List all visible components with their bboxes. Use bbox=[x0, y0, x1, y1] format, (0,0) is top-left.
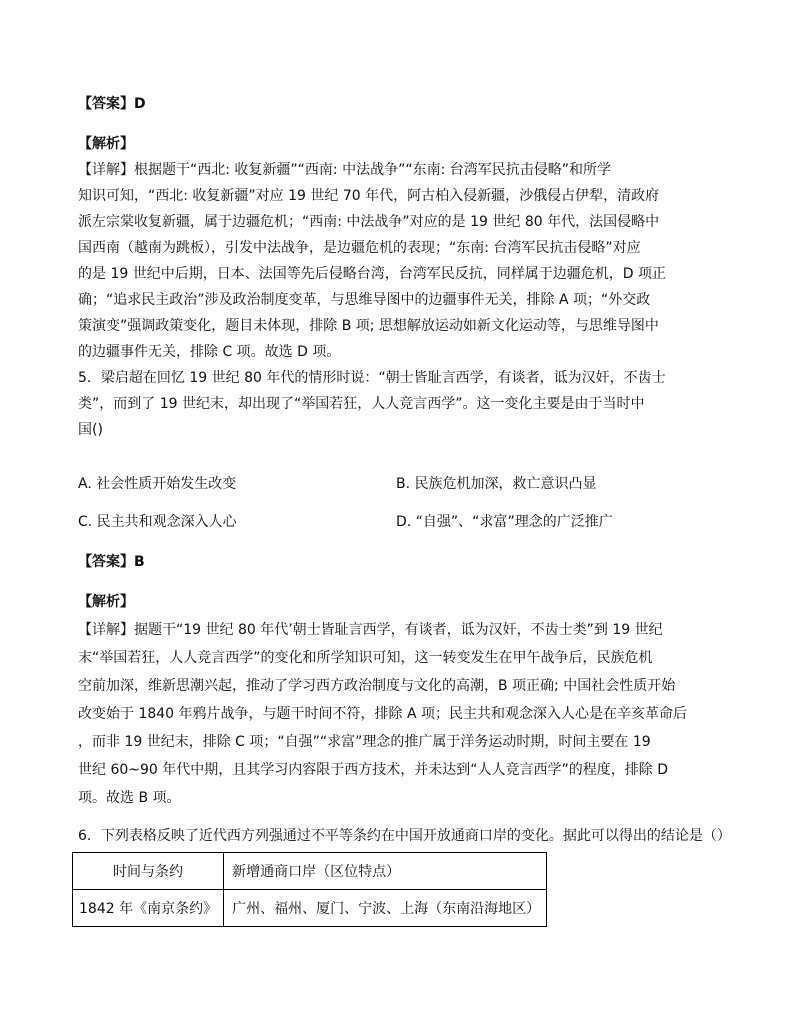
table-cell: 1842 年《南京条约》 bbox=[73, 890, 224, 927]
question-stem: 类”，而到了 19 世纪末，却出现了“举国若狂，人人竞言西学”。这一变化主要是由于当时中 bbox=[78, 396, 645, 412]
analysis-label: 【解析】 bbox=[78, 594, 134, 610]
question-stem: 5．梁启超在回忆 19 世纪 80 年代的情形时说：“朝士皆耻言西学，有谈者，诋为汉奸，不齿士 bbox=[78, 370, 666, 386]
analysis-line: 世纪 60~90 年代中期，且其学习内容限于西方技术，并未达到“人人竞言西学”的程度，排除 D bbox=[78, 762, 668, 778]
table-header-cell: 时间与条约 bbox=[73, 853, 224, 890]
table-cell: 广州、福州、厦门、宁波、上海（东南沿海地区） bbox=[224, 890, 547, 927]
analysis-line: 派左宗棠收复新疆，属于边疆危机；“西南: 中法战争”对应的是 19 世纪 80 年代，法国侵略中 bbox=[78, 214, 660, 230]
analysis-line: 知识可知，“西北: 收复新疆”对应 19 世纪 70 年代，阿古柏入侵新疆，沙俄侵占伊犁，清政府 bbox=[78, 188, 660, 204]
analysis-line: 改变始于 1840 年鸦片战争，与题干时间不符，排除 A 项；民主共和观念深入人心是在辛亥革命后 bbox=[78, 706, 688, 722]
option-c: C. 民主共和观念深入人心 bbox=[78, 514, 237, 530]
analysis-line: 【详解】据题干“19 世纪 80 年代’朝士皆耻言西学，有谈者，诋为汉奸，不齿士类”到 19 世纪 bbox=[78, 622, 663, 638]
table-header-cell: 新增通商口岸（区位特点） bbox=[224, 853, 547, 890]
option-b: B. 民族危机加深，救亡意识凸显 bbox=[396, 476, 597, 492]
option-a: A. 社会性质开始发生改变 bbox=[78, 476, 237, 492]
analysis-line: 的是 19 世纪中后期，日本、法国等先后侵略台湾，台湾军民反抗，同样属于边疆危机，D 项正 bbox=[78, 266, 666, 282]
answer-label: 【答案】B bbox=[78, 554, 145, 570]
option-d: D. “自强”、“求富”理念的广泛推广 bbox=[396, 514, 613, 530]
analysis-line: 的边疆事件无关，排除 C 项。故选 D 项。 bbox=[78, 344, 341, 360]
analysis-line: ，而非 19 世纪末，排除 C 项；“自强”“求富”理念的推广属于洋务运动时期，时间主要在 19 bbox=[78, 734, 651, 750]
question-stem: 6．下列表格反映了近代西方列强通过不平等条约在中国开放通商口岸的变化。据此可以得出的结论是（） bbox=[78, 828, 731, 844]
analysis-label: 【解析】 bbox=[78, 136, 134, 152]
analysis-line: 策演变”强调政策变化，题目未体现，排除 B 项; 思想解放运动如新文化运动等，与思维导图中 bbox=[78, 318, 659, 334]
analysis-line: 确；“追求民主政治”涉及政治制度变革，与思维导图中的边疆事件无关，排除 A 项；“外交政 bbox=[78, 292, 651, 308]
question-stem: 国() bbox=[78, 422, 103, 438]
analysis-line: 空前加深，维新思潮兴起，推动了学习西方政治制度与文化的高潮，B 项正确; 中国社会性质开始 bbox=[78, 678, 676, 694]
analysis-line: 【详解】根据题干“西北: 收复新疆”“西南: 中法战争”“东南: 台湾军民抗击侵略”和所学 bbox=[78, 162, 612, 178]
table-row bbox=[73, 890, 547, 927]
table-header-row bbox=[73, 853, 547, 890]
analysis-line: 国西南（越南为跳板），引发中法战争，是边疆危机的表现；“东南: 台湾军民抗击侵略”对应 bbox=[78, 240, 641, 256]
answer-label: 【答案】D bbox=[78, 96, 146, 112]
treaty-table bbox=[72, 852, 547, 927]
analysis-line: 项。故选 B 项。 bbox=[78, 790, 181, 806]
analysis-line: 末“举国若狂，人人竞言西学”的变化和所学知识可知，这一转变发生在甲午战争后，民族危机 bbox=[78, 650, 653, 666]
